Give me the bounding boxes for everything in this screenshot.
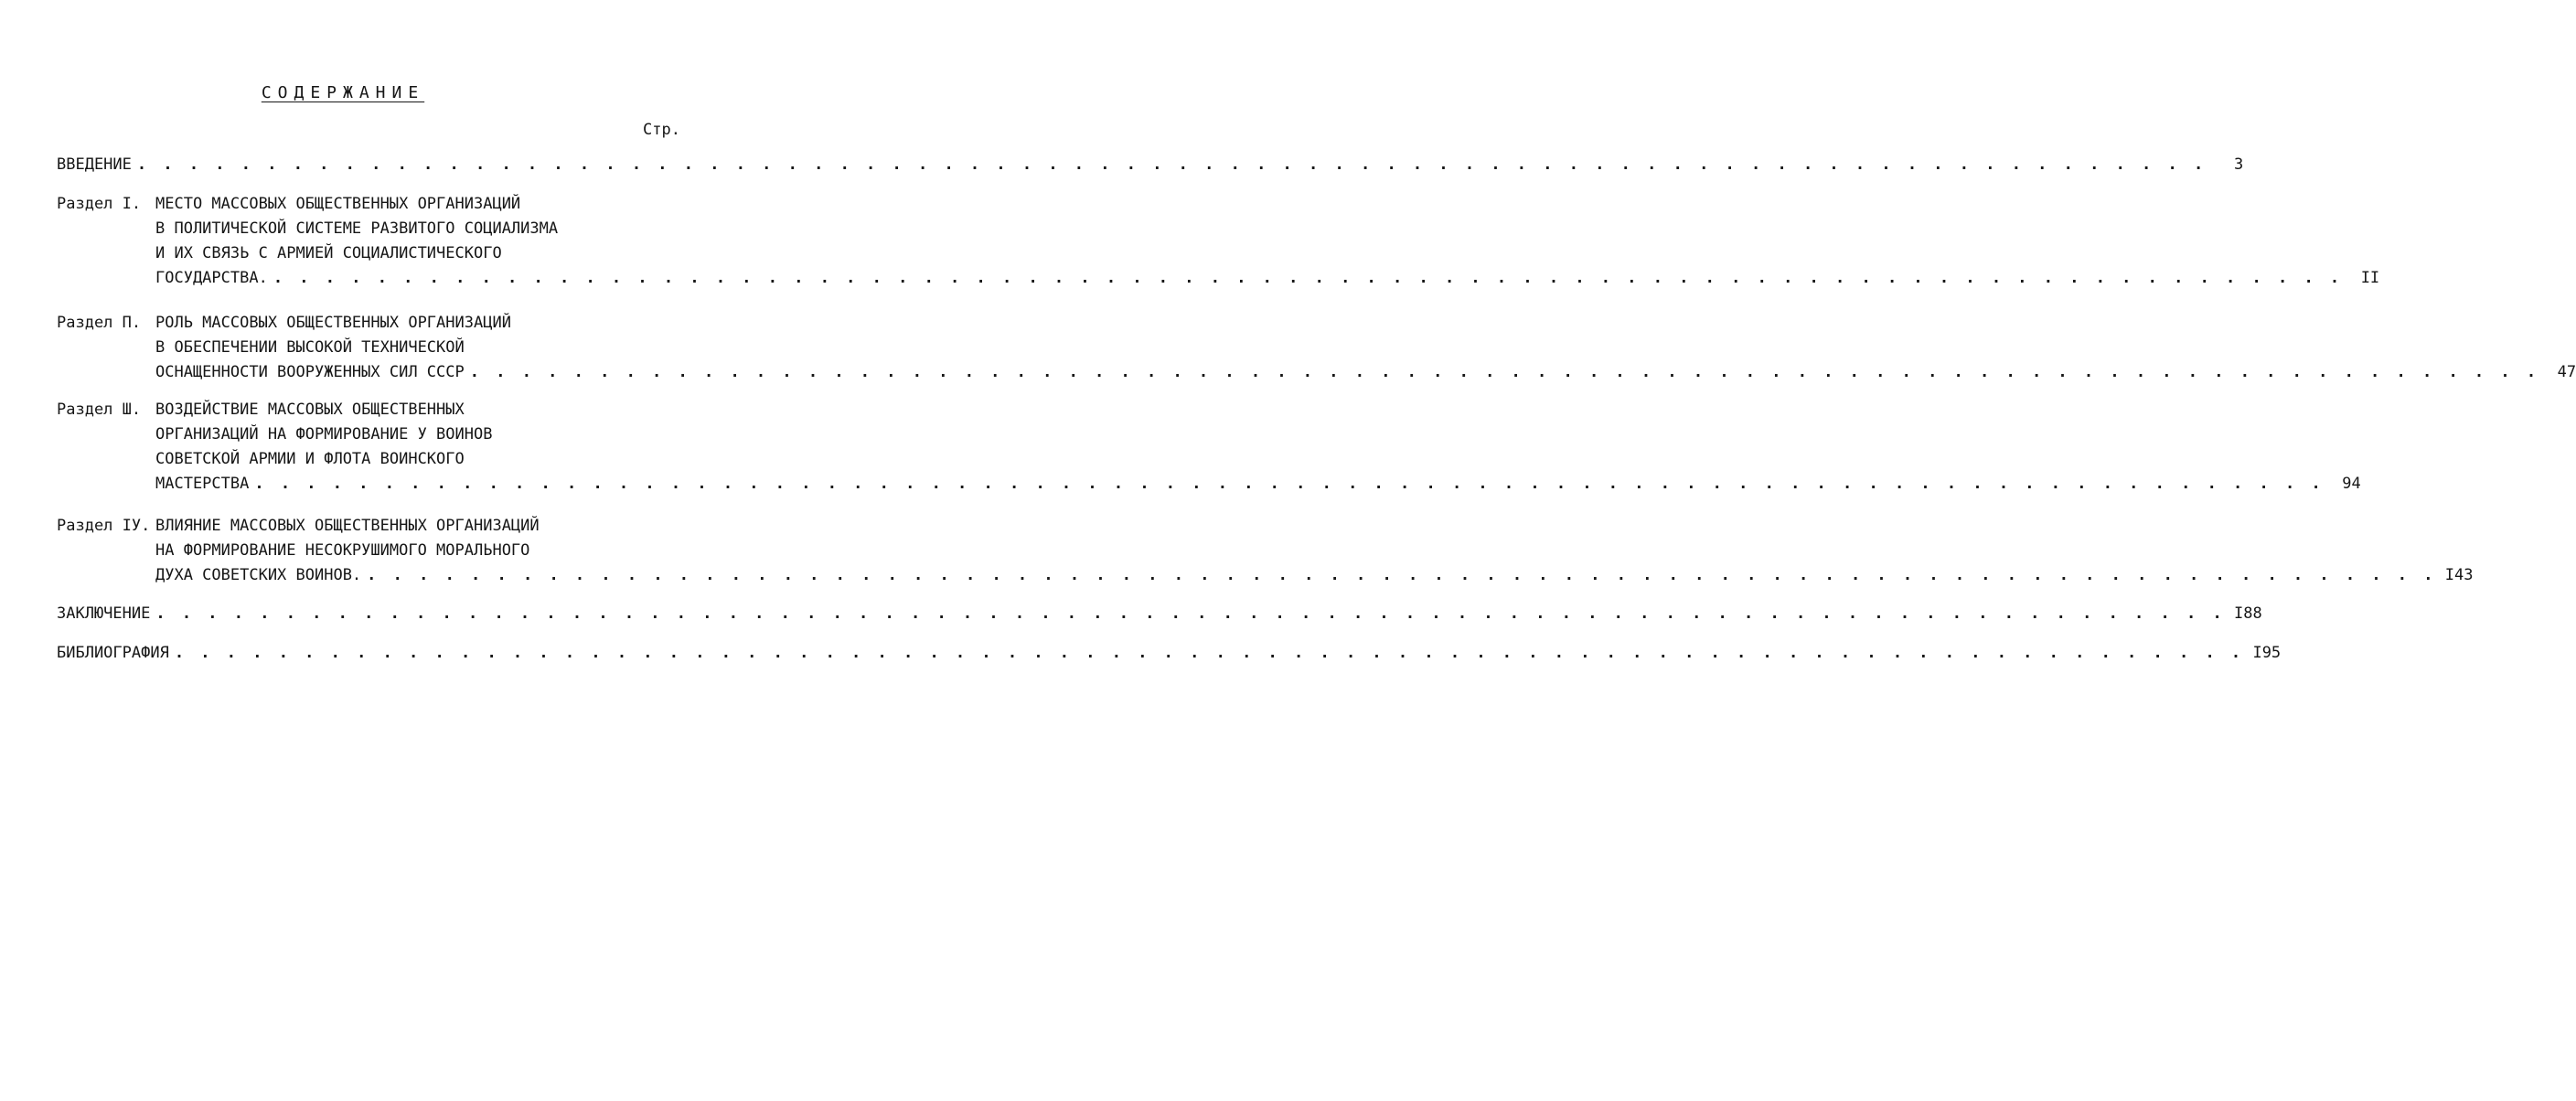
- toc-entry: [57, 604, 2262, 631]
- entry-title-line: ВВЕДЕНИЕ: [57, 155, 132, 174]
- page-number: I88: [2233, 604, 2262, 623]
- entry-title-line: ВЛИЯНИЕ МАССОВЫХ ОБЩЕСТВЕННЫХ ОРГАНИЗАЦИЙ: [155, 517, 540, 535]
- page-number: I95: [2252, 644, 2282, 662]
- page-number: 3: [2233, 155, 2244, 174]
- dot-leader: . . . . . . . . . . . . . . . . . . . . . . . . . . . . . . . . . . . . . . . . . . . . . . . . . . . . . . . . . . . . . . . . . . . . . . . . . . . . . . . .: [174, 644, 2245, 662]
- dot-leader: . . . . . . . . . . . . . . . . . . . . . . . . . . . . . . . . . . . . . . . . . . . . . . . . . . . . . . . . . . . . . . . . . . . . . . . . . . . . . . . .: [273, 269, 2344, 287]
- toc-line: [57, 269, 2380, 295]
- entry-title-line: МЕСТО МАССОВЫХ ОБЩЕСТВЕННЫХ ОРГАНИЗАЦИЙ: [155, 195, 521, 213]
- page-column-label: Стр.: [643, 121, 680, 139]
- entry-title-line: МАСТЕРСТВА: [155, 475, 250, 493]
- toc-line: [57, 475, 2361, 501]
- toc-line: [57, 518, 673, 543]
- dot-leader: . . . . . . . . . . . . . . . . . . . . . . . . . . . . . . . . . . . . . . . . . . . . . . . . . . . . . . . . . . . . . . . . . . . . . . . . . . . . . . . .: [469, 363, 2540, 381]
- page-number: 47: [2557, 363, 2576, 381]
- toc-line: [57, 155, 2244, 182]
- dot-leader: . . . . . . . . . . . . . . . . . . . . . . . . . . . . . . . . . . . . . . . . . . . . . . . . . . . . . . . . . . . . . . . . . . . . . . . . . . . . . . . .: [367, 566, 2437, 584]
- dot-leader: . . . . . . . . . . . . . . . . . . . . . . . . . . . . . . . . . . . . . . . . . . . . . . . . . . . . . . . . . . . . . . . . . . . . . . . . . . . . . . . .: [254, 475, 2325, 493]
- section-number: Раздел Ш.: [57, 401, 142, 419]
- toc-entry: [57, 401, 2361, 501]
- toc-line: [57, 340, 673, 365]
- toc-line: [57, 566, 2474, 593]
- entry-title-line: ГОСУДАРСТВА.: [155, 269, 268, 287]
- dot-leader: . . . . . . . . . . . . . . . . . . . . . . . . . . . . . . . . . . . . . . . . . . . . . . . . . . . . . . . . . . . . . . . . . . . . . . . . . . . . . . . .: [155, 604, 2226, 623]
- entry-title-line: СОВЕТСКОЙ АРМИИ И ФЛОТА ВОИНСКОГО: [155, 450, 465, 468]
- section-number: Раздел I.: [57, 195, 142, 213]
- section-number: Раздел IУ.: [57, 517, 151, 535]
- page-number: 94: [2342, 475, 2361, 493]
- entry-title-line: ЗАКЛЮЧЕНИЕ: [57, 604, 151, 623]
- toc-line: [57, 246, 673, 271]
- entry-title-line: ОРГАНИЗАЦИЙ НА ФОРМИРОВАНИЕ У ВОИНОВ: [155, 425, 493, 444]
- toc-line: [57, 402, 673, 427]
- toc-line: [57, 315, 673, 340]
- toc-entry: [57, 195, 2380, 295]
- entry-title-line: ОСНАЩЕННОСТИ ВООРУЖЕННЫХ СИЛ СССР: [155, 363, 465, 381]
- toc-line: [57, 197, 673, 221]
- toc-line: [57, 221, 673, 246]
- page-title: СОДЕРЖАНИЕ: [261, 83, 425, 102]
- entry-title-line: РОЛЬ МАССОВЫХ ОБЩЕСТВЕННЫХ ОРГАНИЗАЦИЙ: [155, 314, 511, 332]
- toc-entry: [57, 517, 2474, 593]
- toc-line: [57, 644, 2282, 670]
- page-number: I43: [2444, 566, 2474, 584]
- entry-title-line: ДУХА СОВЕТСКИХ ВОИНОВ.: [155, 566, 362, 584]
- toc-line: [57, 427, 673, 452]
- entry-title-line: БИБЛИОГРАФИЯ: [57, 644, 169, 662]
- toc-line: [57, 363, 2576, 390]
- page-number: II: [2360, 269, 2380, 287]
- entry-title-line: НА ФОРМИРОВАНИЕ НЕСОКРУШИМОГО МОРАЛЬНОГО: [155, 541, 530, 560]
- entry-title-line: ВОЗДЕЙСТВИЕ МАССОВЫХ ОБЩЕСТВЕННЫХ: [155, 401, 465, 419]
- entry-title-line: И ИХ СВЯЗЬ С АРМИЕЙ СОЦИАЛИСТИЧЕСКОГО: [155, 244, 502, 262]
- toc-entry: [57, 314, 2576, 390]
- entry-title-line: В ПОЛИТИЧЕСКОЙ СИСТЕМЕ РАЗВИТОГО СОЦИАЛИЗМА: [155, 219, 559, 238]
- toc-entry: [57, 155, 2244, 182]
- toc-line: [57, 452, 673, 476]
- toc-line: [57, 543, 673, 568]
- dot-leader: . . . . . . . . . . . . . . . . . . . . . . . . . . . . . . . . . . . . . . . . . . . . . . . . . . . . . . . . . . . . . . . . . . . . . . . . . . . . . . . .: [136, 155, 2207, 174]
- section-number: Раздел П.: [57, 314, 142, 332]
- entry-title-line: В ОБЕСПЕЧЕНИИ ВЫСОКОЙ ТЕХНИЧЕСКОЙ: [155, 338, 465, 357]
- toc-line: [57, 604, 2262, 631]
- toc-entry: [57, 644, 2282, 670]
